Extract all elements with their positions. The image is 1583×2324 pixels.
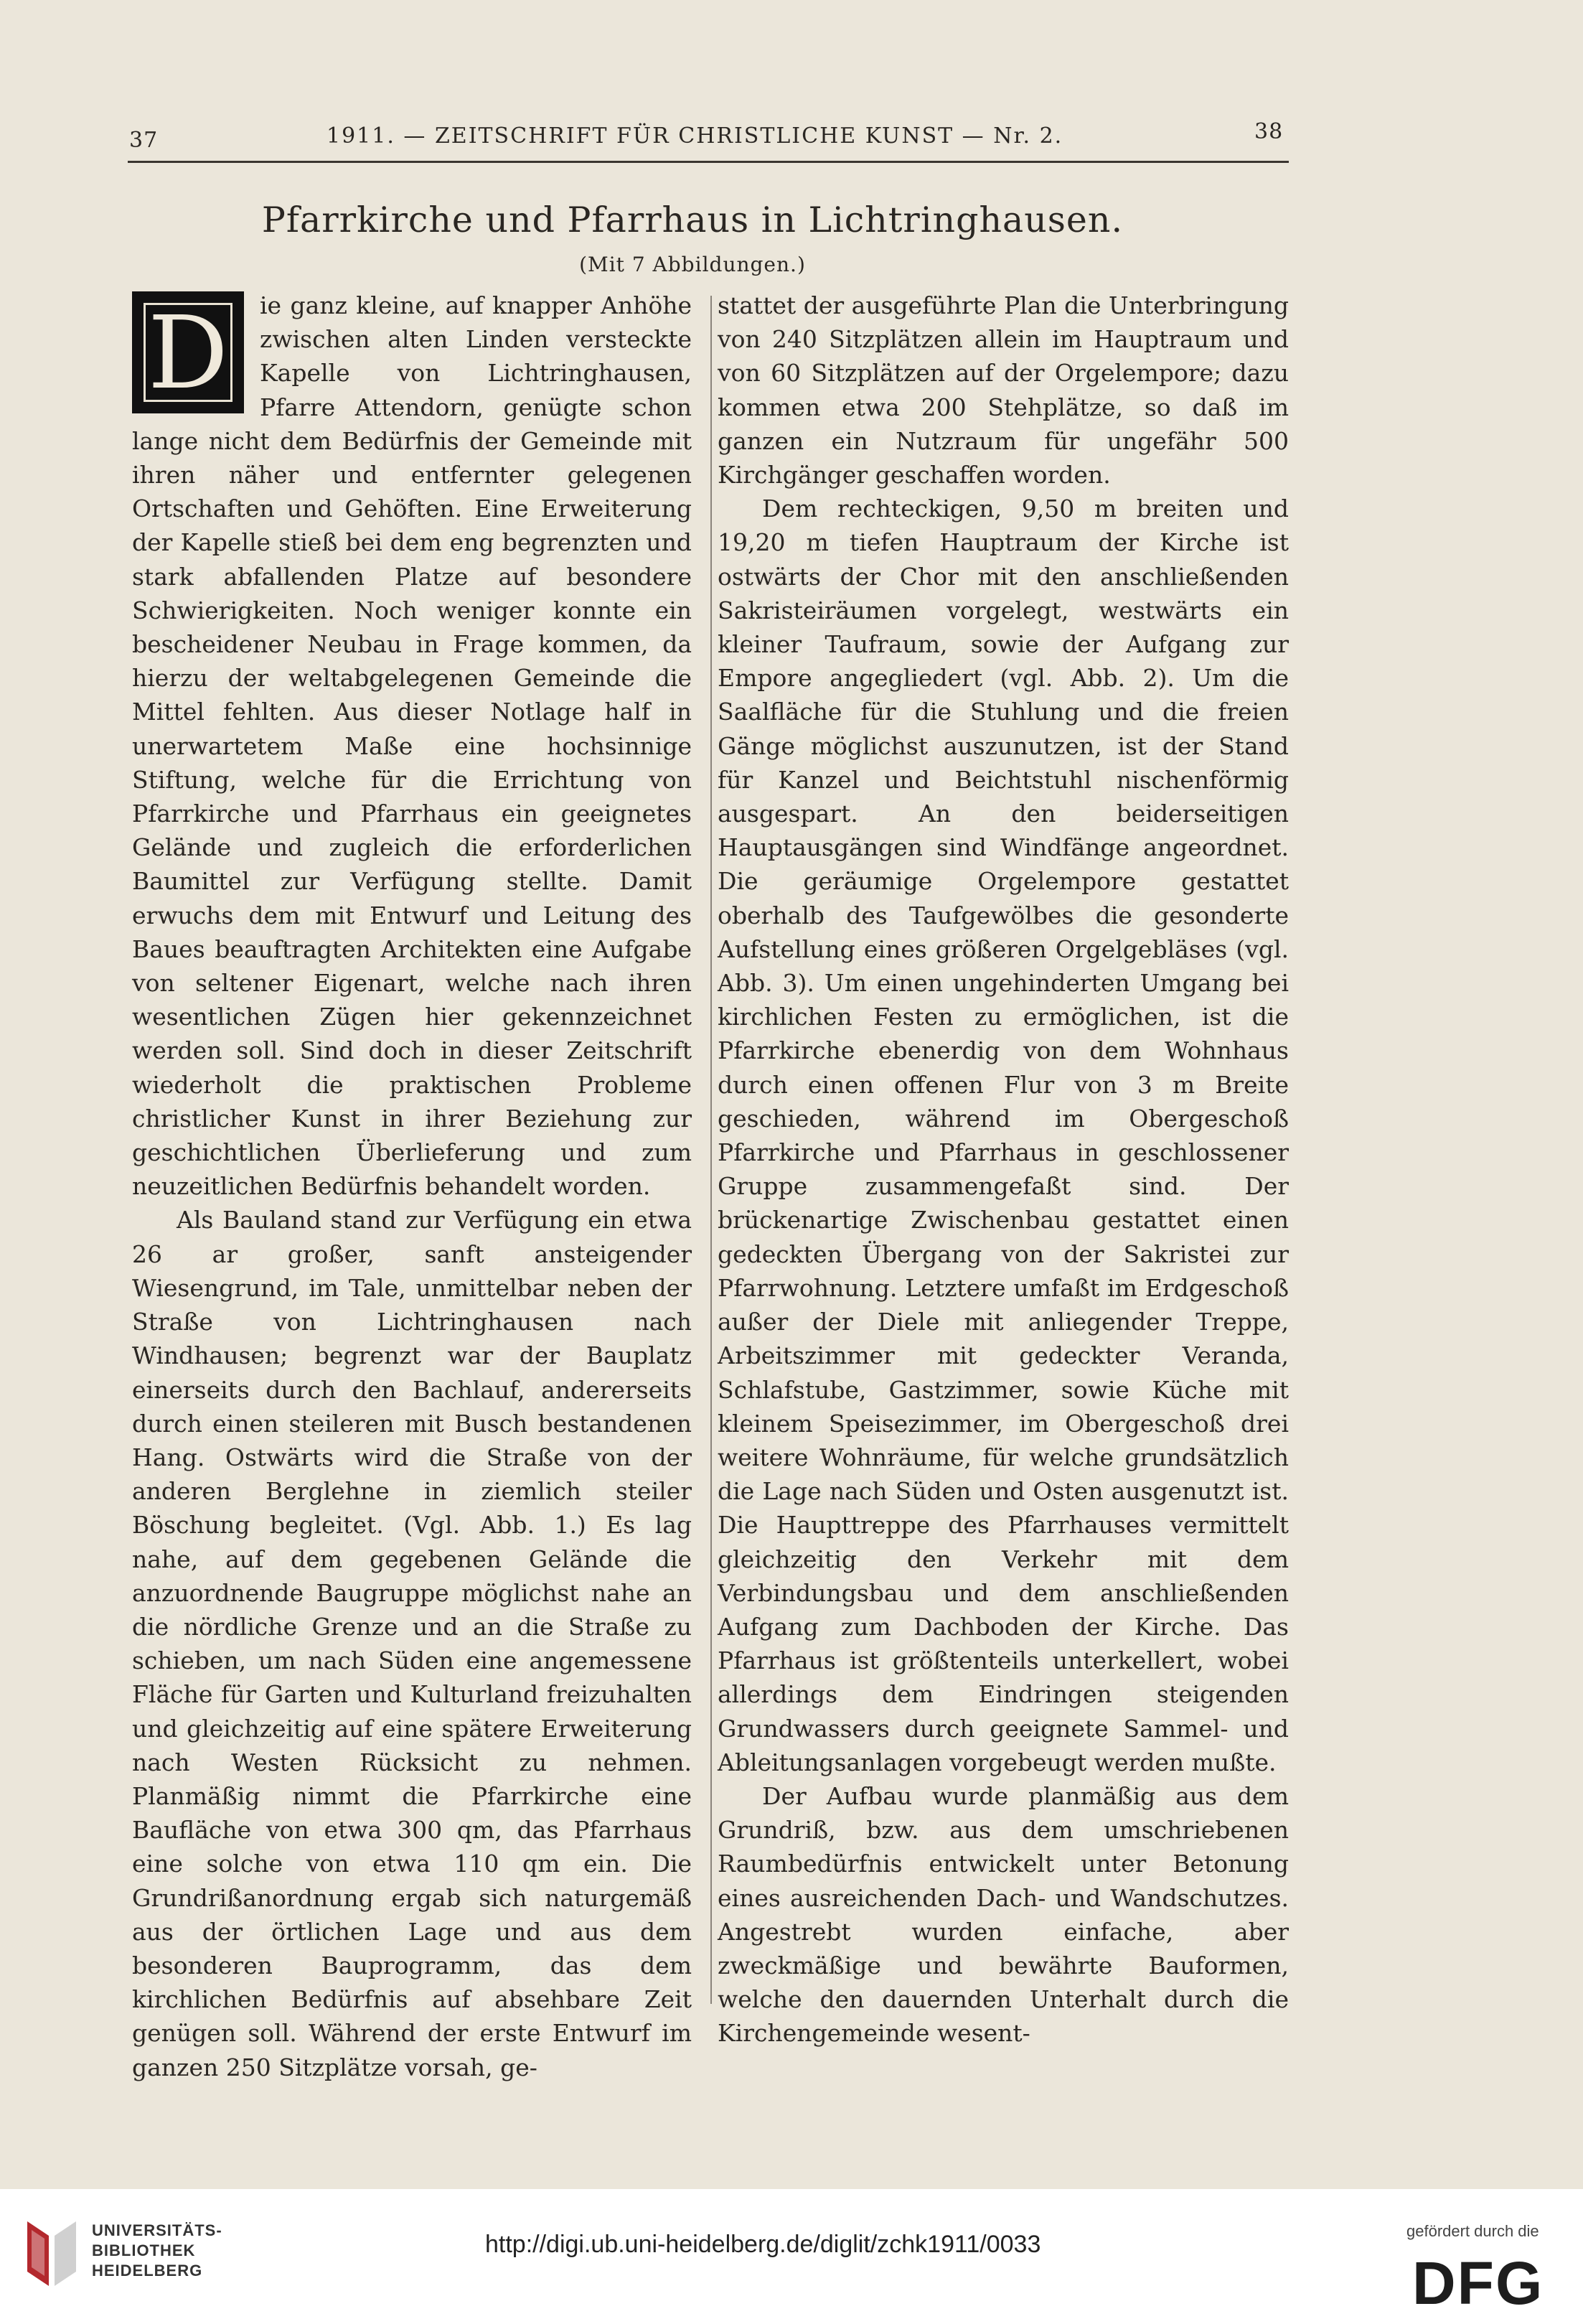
- paragraph: Dem rechteckigen, 9,50 m breiten und 19,20 m tiefen Hauptraum der Kirche ist ostwärts der Chor mit den anschließenden Sakristeiräumen vorgelegt, westwärts ein kleiner Taufraum, sowie der Aufgang zur Empore angegliedert (vgl. Abb. 2). Um die Saalfläche für die Stuhlung und die freien Gänge möglichst auszunutzen, ist der Stand für Kanzel und Beichtstuhl nischenförmig ausgespart. An den beiderseitigen Hauptausgängen sind Windfänge angeordnet. Die geräumige Orgelempore gestattet oberhalb des Taufgewölbes die gesonderte Aufstellung eines größeren Orgelgebläses (vgl. Abb. 3). Um einen ungehinderten Umgang bei kirchlichen Festen zu ermöglichen, ist die Pfarrkirche ebenerdig von dem Wohnhaus durch einen offenen Flur von 3 m Breite geschieden, während im Obergeschoß Pfarrkirche und Pfarrhaus in geschlossener Gruppe zusammengefaßt sind. Der brückenartige Zwischenbau gestattet einen gedeckten Übergang von der Sakristei zur Pfarrwohnung. Letztere umfaßt im Erdgeschoß außer der Diele mit anliegender Treppe, Arbeitszimmer mit gedeckter Veranda, Schlafstube, Gastzimmer, sowie Küche mit kleinem Speisezimmer, im Obergeschoß drei weitere Wohnräume, für welche grundsätzlich die Lage nach Süden und Osten ausgenutzt ist. Die Haupttreppe des Pfarrhauses vermittelt gleichzeitig den Verkehr mit dem Verbindungsbau und dem anschließenden Aufgang zum Dachboden der Kirche. Das Pfarrhaus ist größtenteils unterkellert, wobei allerdings dem Eindringen steigenden Grundwassers durch geeignete Sammel- und Ableitungsanlagen vorgebeugt werden mußte.: [718, 495, 1289, 1776]
- decorated-initial-d: [132, 291, 244, 413]
- article-title: Pfarrkirche und Pfarrhaus in Lichtringhausen.: [261, 200, 1124, 240]
- paragraph: ie ganz kleine, auf knapper Anhöhe zwischen alten Linden versteckte Kapelle von Lichtringhausen, Pfarre Attendorn, genügte schon lange nicht dem Bedürfnis der Gemeinde mit ihren näher und entfernter gelegenen Ortschaften und Gehöften. Eine Erweiterung der Kapelle stieß bei dem eng begrenzten und stark abfallenden Platze auf besondere Schwierigkeiten. Noch weniger konnte ein bescheidener Neubau in Frage kommen, da hierzu der weltabgelegenen Gemeinde die Mittel fehlten. Aus dieser Notlage half in unerwartetem Maße eine hochsinnige Stiftung, welche für die Errichtung von Pfarrkirche und Pfarrhaus ein geeignetes Gelände und zugleich die erforderlichen Baumittel zur Verfügung stellte. Damit erwuchs dem mit Entwurf und Leitung des Baues beauftragten Architekten eine Aufgabe von seltener Eigenart, welche nach ihren wesentlichen Zügen hier gekennzeichnet werden soll. Sind doch in dieser Zeitschrift wiederholt die praktischen Probleme christlicher Kunst in ihrer Beziehung zur geschichtlichen Überlieferung und zum neuzeitlichen Bedürfnis behandelt worden.: [132, 291, 692, 1201]
- library-line-1: UNIVERSITÄTS-: [92, 2221, 222, 2239]
- article-subtitle: (Mit 7 Abbildungen.): [579, 253, 806, 276]
- page-number-left: 37: [129, 128, 159, 153]
- paragraph: Als Bauland stand zur Verfügung ein etwa 26 ar großer, sanft ansteigender Wiesengrund, im Tale, unmittelbar neben der Straße von Lichtringhausen nach Windhausen; begrenzt war der Bauplatz einerseits durch den Bachlauf, andererseits durch einen steileren mit Busch bestandenen Hang. Ostwärts wird die Straße von der anderen Berglehne in ziemlich steiler Böschung begleitet. (Vgl. Abb. 1.) Es lag nahe, auf dem gegebenen Gelände die anzuordnende Baugruppe möglichst nahe an die nördliche Grenze und an die Straße zu schieben, um nach Süden eine angemessene Fläche für Garten und Kulturland freizuhalten und gleichzeitig auf eine spätere Erweiterung nach Westen Rücksicht zu nehmen. Planmäßig nimmt die Pfarrkirche eine Baufläche von etwa 300 qm, das Pfarrhaus eine solche von etwa 110 qm ein. Die Grundrißanordnung ergab sich naturgemäß aus der örtlichen Lage und aus dem besonderen Bauprogramm, das dem kirchlichen Bedürfnis auf absehbare Zeit genügen soll. Während der erste Entwurf im ganzen 250 Sitzplätze vorsah, ge-: [132, 1206, 692, 2081]
- permalink-url[interactable]: http://digi.ub.uni-heidelberg.de/diglit/zchk1911/0033: [485, 2231, 1041, 2258]
- dropcap-letter: D: [147, 295, 229, 412]
- library-line-2: BIBLIOTHEK: [92, 2241, 196, 2259]
- paragraph: Der Aufbau wurde planmäßig aus dem Grundriß, bzw. aus dem umschriebenen Raumbedürfnis entwickelt unter Betonung eines ausreichenden Dach- und Wandschutzes. Angestrebt wurden einfache, aber zweckmäßige und bewährte Bauformen, welche den dauernden Unterhalt durch die Kirchengemeinde wesent-: [718, 1781, 1289, 2048]
- header-rule: [128, 161, 1289, 163]
- dfg-logo: DFG: [1412, 2249, 1544, 2317]
- library-line-3: HEIDELBERG: [92, 2262, 203, 2280]
- page-number-right: 38: [1254, 119, 1284, 144]
- paragraph: stattet der ausgeführte Plan die Unterbringung von 240 Sitzplätzen allein im Hauptraum und von 60 Sitzplätzen auf der Orgelempore; dazu kommen etwa 200 Stehplätze, so daß im ganzen ein Nutzraum für ungefähr 500 Kirchgänger geschaffen worden.: [718, 291, 1289, 489]
- running-head: 1911. — ZEITSCHRIFT FÜR CHRISTLICHE KUNST — Nr. 2.: [327, 123, 1063, 149]
- text-column-right: [718, 289, 1289, 2051]
- funded-by-label: gefördert durch die: [1406, 2222, 1539, 2240]
- text-column-left: [132, 289, 692, 2084]
- university-library-logo-icon: [20, 2214, 85, 2293]
- university-library-name: [92, 2221, 222, 2281]
- column-divider: [710, 296, 712, 2004]
